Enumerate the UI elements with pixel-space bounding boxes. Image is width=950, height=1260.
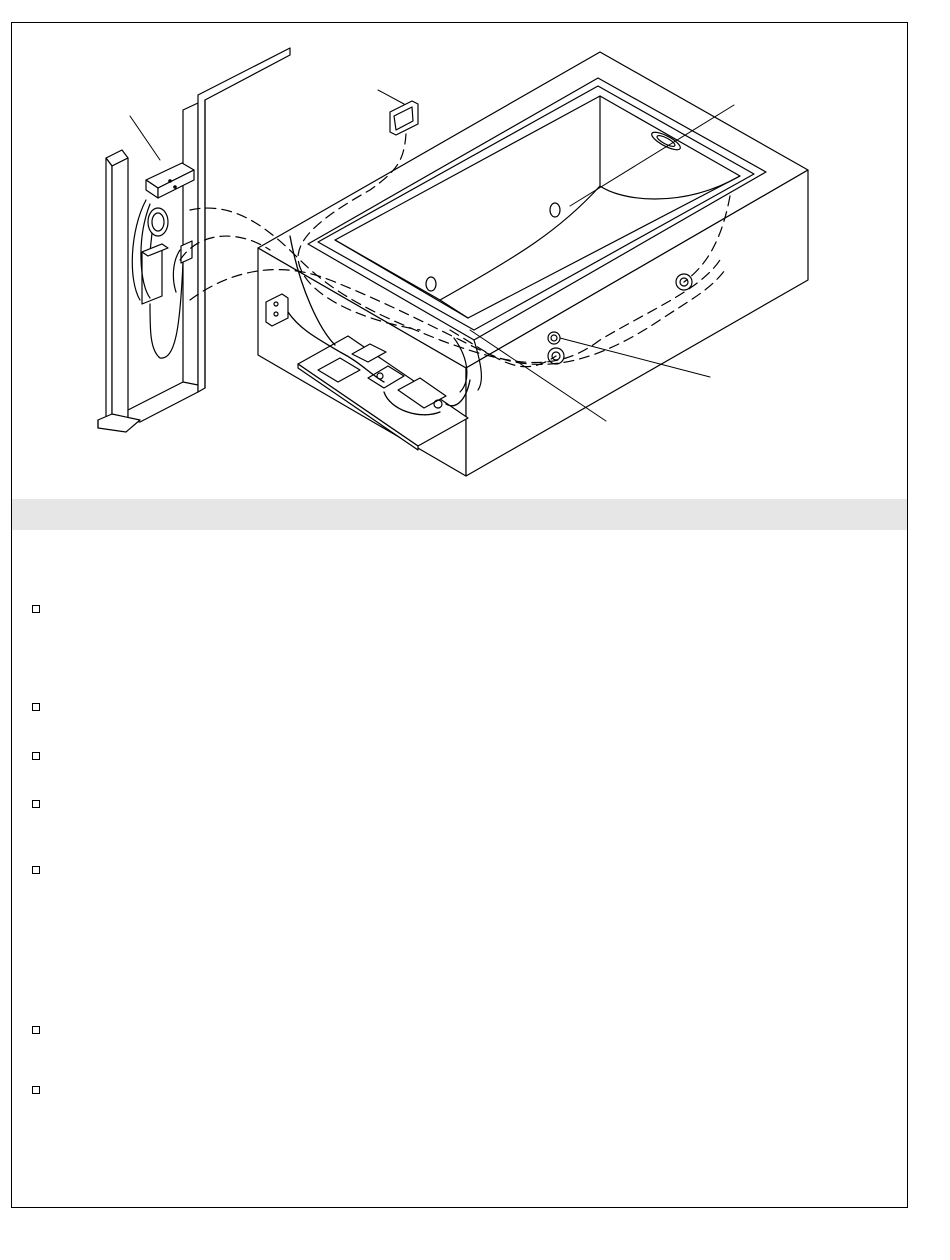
section-header	[12, 499, 907, 530]
checkbox[interactable]	[32, 703, 40, 711]
checkbox[interactable]	[32, 800, 40, 808]
checklist-item[interactable]	[32, 1085, 50, 1094]
checklist-item[interactable]	[32, 702, 50, 711]
checklist-item[interactable]	[32, 1025, 50, 1034]
control-pad	[390, 101, 418, 135]
checkbox[interactable]	[32, 1026, 40, 1034]
checkbox[interactable]	[32, 1086, 40, 1094]
checkbox[interactable]	[32, 866, 40, 874]
bath-installation-diagram	[12, 23, 907, 499]
checklist-item[interactable]	[32, 751, 50, 760]
checklist-item[interactable]	[32, 799, 50, 808]
checkbox[interactable]	[32, 752, 40, 760]
checkbox[interactable]	[32, 605, 40, 613]
checklist-item[interactable]	[32, 604, 50, 613]
checklist-item[interactable]	[32, 865, 50, 874]
